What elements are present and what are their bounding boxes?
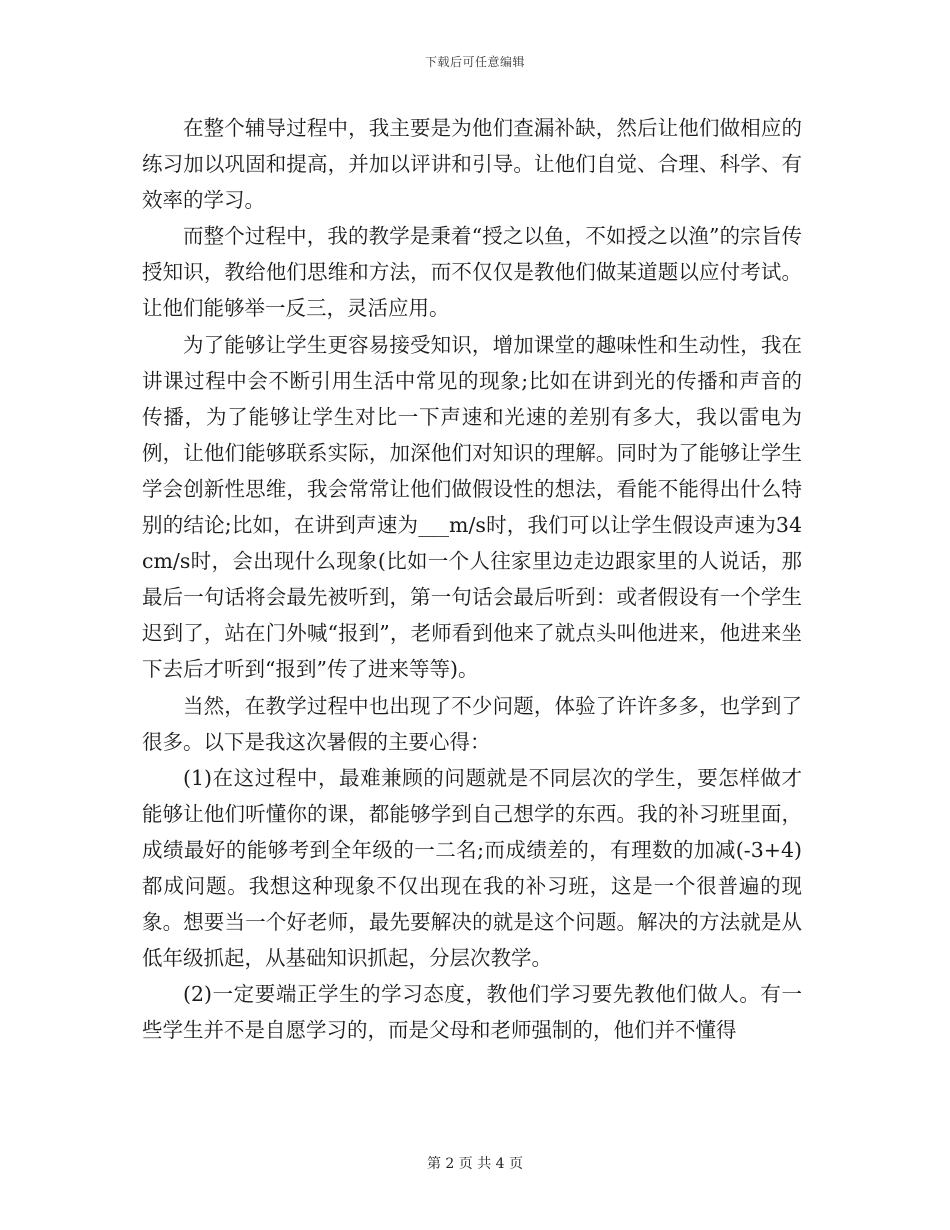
paragraph-5: (1)在这过程中，最难兼顾的问题就是不同层次的学生，要怎样做才能够让他们听懂你的课，都能够学到自己想学的东西。我的补习班里面，成绩最好的能够考到全年级的一二名;而成绩差的，有理数的加减(-3+4)都成问题。我想这种现象不仅出现在我的补习班，这是一个很普遍的现象。想要当一个好老师，最先要解决的就是这个问题。解决的方法就是从低年级抓起，从基础知识抓起，分层次教学。 [142,765,802,971]
paragraph-2: 而整个过程中，我的教学是秉着“授之以鱼，不如授之以渔”的宗旨传授知识，教给他们思维和方法，而不仅仅是教他们做某道题以应付考试。让他们能够举一反三，灵活应用。 [142,224,802,321]
document-body [142,110,802,1048]
paragraph-3: 为了能够让学生更容易接受知识，增加课堂的趣味性和生动性，我在讲课过程中会不断引用生活中常见的现象;比如在讲到光的传播和声音的传播，为了能够让学生对比一下声速和光速的差别有多大，我以雷电为例，让他们能够联系实际，加深他们对知识的理解。同时为了能够让学生学会创新性思维，我会常常让他们做假设性的想法，看能不能得出什么特别的结论;比如，在讲到声速为___m/s时，我们可以让学生假设声速为34cm/s时，会出现什么现象(比如一个人往家里边走边跟家里的人说话，那最后一句话将会最先被听到，第一句话会最后听到：或者假设有一个学生迟到了，站在门外喊“报到”，老师看到他来了就点头叫他进来，他进来坐下去后才听到“报到”传了进来等等)。 [142,332,802,682]
paragraph-6: (2)一定要端正学生的学习态度，教他们学习要先教他们做人。有一些学生并不是自愿学习的，而是父母和老师强制的，他们并不懂得 [142,982,802,1043]
page-header: 下载后可任意编辑 [424,55,525,69]
paragraph-1: 在整个辅导过程中，我主要是为他们查漏补缺，然后让他们做相应的练习加以巩固和提高，并加以评讲和引导。让他们自觉、合理、科学、有效率的学习。 [142,116,802,213]
page-footer: 第 2 页 共 4 页 [426,1156,524,1172]
paragraph-4: 当然，在教学过程中也出现了不少问题，体验了许许多多，也学到了很多。以下是我这次暑假的主要心得： [142,693,802,754]
